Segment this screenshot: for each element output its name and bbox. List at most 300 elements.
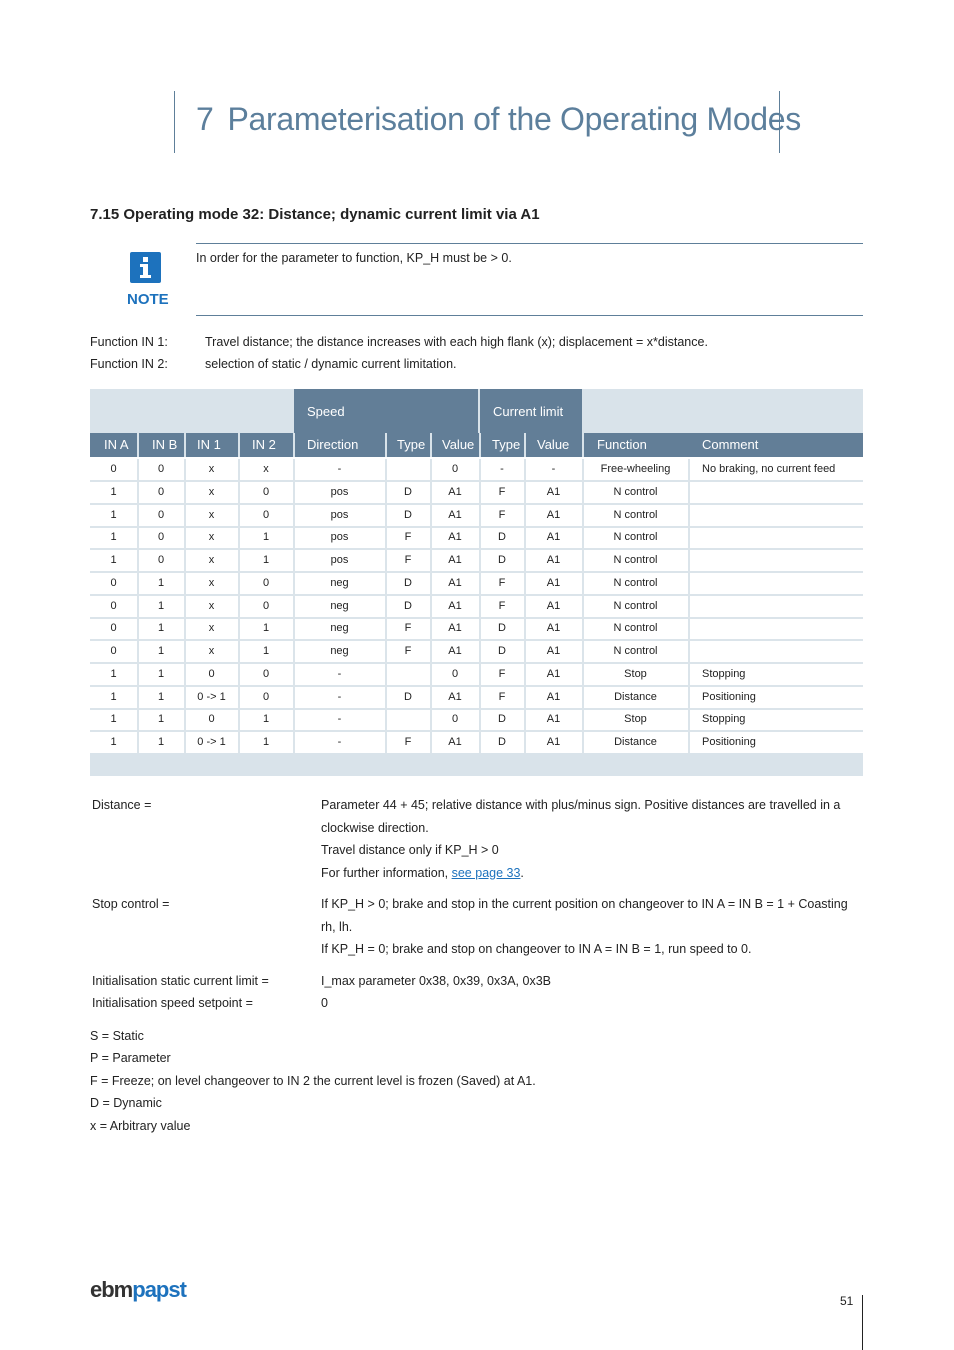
table-cell: A1 (448, 645, 462, 657)
table-row (90, 687, 863, 708)
table-cell: N control (613, 622, 658, 635)
table-cell: 1 (157, 736, 165, 748)
table-footer-bar (90, 753, 863, 776)
table-cell: 1 (157, 645, 165, 657)
cell-separator (524, 505, 526, 526)
header-separator (137, 433, 139, 457)
table-cell: 1 (110, 485, 117, 498)
table-cell: A1 (546, 508, 561, 521)
legend-item: D = Dynamic (90, 1096, 162, 1111)
note-divider-bottom (196, 315, 863, 316)
column-header: Function (597, 437, 647, 452)
table-cell: N control (613, 508, 658, 521)
cell-separator (385, 459, 387, 480)
definition-line: If KP_H = 0; brake and stop on changeover to IN A = IN B = 1, run speed to 0. (321, 942, 752, 956)
table-cell: 1 (262, 622, 270, 635)
table-cell: neg (330, 622, 349, 635)
table-cell: A1 (546, 554, 561, 566)
cell-separator (430, 687, 432, 708)
definition-label: Initialisation static current limit = (92, 974, 269, 988)
function-text: Travel distance; the distance increases with each high flank (x); displacement = x*distance. (205, 335, 708, 349)
init-current-value: I_max parameter 0x38, 0x39, 0x3A, 0x3B (321, 974, 551, 988)
table-cell: x (208, 554, 215, 566)
table-cell: Stop (624, 713, 647, 726)
cell-separator (430, 709, 432, 730)
definition-line (321, 862, 851, 885)
cell-separator (238, 527, 240, 548)
cell-separator (385, 505, 387, 526)
header-separator (582, 433, 584, 457)
cell-separator (137, 573, 139, 594)
table-cell: 0 (157, 554, 165, 566)
info-icon (130, 252, 161, 283)
cell-separator (479, 573, 481, 594)
definition-line: Parameter 44 + 45; relative distance with plus/minus sign. Positive distances are travelled in a clockwise direction. (321, 798, 841, 835)
cell-separator (137, 641, 139, 662)
cell-separator (238, 709, 240, 730)
cell-separator (184, 664, 186, 685)
table-cell: 0 (262, 690, 270, 703)
note-text: In order for the parameter to function, KP_H must be > 0. (196, 251, 512, 265)
cell-separator (524, 527, 526, 548)
legend-item: P = Parameter (90, 1051, 171, 1066)
table-cell: A1 (448, 599, 462, 612)
table-cell: A1 (546, 713, 561, 726)
cell-separator (430, 641, 432, 662)
function-label: Function IN 1: (90, 335, 168, 349)
cell-separator (238, 550, 240, 571)
cell-separator (582, 482, 584, 503)
cell-separator (430, 459, 432, 480)
cell-separator (479, 550, 481, 571)
cell-separator (137, 709, 139, 730)
table-cell: 0 (157, 463, 165, 475)
table-group-header-row (90, 389, 863, 433)
cell-separator (479, 641, 481, 662)
table-cell: 0 -> 1 (197, 736, 226, 748)
table-cell: D (404, 599, 412, 612)
legend-item: x = Arbitrary value (90, 1118, 191, 1133)
cell-separator (430, 618, 432, 639)
cell-separator (137, 482, 139, 503)
table-cell: 0 (208, 667, 215, 680)
table-cell: A1 (448, 485, 462, 498)
cell-separator (137, 505, 139, 526)
table-cell (689, 550, 863, 571)
cell-separator (137, 550, 139, 571)
table-row (90, 482, 863, 503)
cell-separator (293, 527, 295, 548)
cell-separator (238, 459, 240, 480)
table-cell: N control (613, 576, 658, 589)
cell-separator (184, 459, 186, 480)
table-cell: F (498, 485, 506, 498)
table-cell: F (404, 554, 412, 566)
table-cell: x (208, 463, 215, 475)
table-cell: Positioning (702, 736, 756, 748)
cell-separator (582, 459, 584, 480)
table-cell: A1 (546, 645, 561, 657)
definition-label: Initialisation speed setpoint = (92, 996, 253, 1010)
table-cell: 0 (262, 667, 270, 680)
cell-separator (137, 618, 139, 639)
table-cell (689, 641, 863, 662)
table-cell: A1 (546, 690, 561, 703)
table-cell: N control (613, 485, 658, 498)
cell-separator (582, 596, 584, 617)
table-cell: Free-wheeling (600, 463, 671, 475)
cell-separator (582, 641, 584, 662)
cell-separator (430, 505, 432, 526)
cell-separator (524, 641, 526, 662)
cell-separator (524, 687, 526, 708)
table-row (90, 641, 863, 662)
note-divider-top (196, 243, 863, 244)
table-cell: neg (330, 576, 349, 589)
cell-separator (688, 505, 690, 526)
table-cell: 0 (451, 463, 459, 475)
header-separator (430, 433, 432, 457)
table-cell: x (208, 531, 215, 544)
table-cell: No braking, no current feed (702, 463, 836, 475)
table-cell: A1 (448, 508, 462, 521)
cell-separator (238, 641, 240, 662)
cell-separator (385, 664, 387, 685)
column-header: Direction (307, 437, 359, 452)
definition-text: . (520, 865, 524, 880)
table-cell: Positioning (702, 690, 756, 703)
cell-separator (688, 709, 690, 730)
table-cell: D (404, 576, 412, 589)
cell-separator (688, 641, 690, 662)
table-cell: F (498, 508, 506, 521)
legend (90, 1025, 536, 1137)
cell-separator (582, 550, 584, 571)
table-cell: N control (613, 554, 658, 566)
table-cell (689, 573, 863, 594)
table-cell: 0 (262, 599, 270, 612)
table-cell: 0 (157, 531, 165, 544)
table-cell: 0 -> 1 (197, 690, 226, 703)
header-separator (238, 433, 240, 457)
cell-separator (238, 573, 240, 594)
table-cell (386, 459, 430, 480)
cell-separator (184, 573, 186, 594)
legend-item: F = Freeze; on level changeover to IN 2 the current level is frozen (Saved) at A1. (90, 1073, 536, 1088)
table-cell (386, 664, 430, 685)
chapter-bar-left (174, 91, 175, 153)
cell-separator (184, 482, 186, 503)
page-number: 51 (840, 1294, 854, 1308)
cell-separator (184, 641, 186, 662)
table-cell: A1 (546, 736, 561, 748)
distance-definition (321, 794, 851, 884)
column-header: IN B (152, 437, 178, 452)
cell-separator (385, 482, 387, 503)
definition-label: Stop control = (92, 897, 170, 911)
column-header: Comment (702, 437, 759, 452)
column-header: Type (492, 437, 521, 452)
table-cell: F (498, 690, 506, 703)
cell-separator (524, 573, 526, 594)
table-cell: Distance (614, 690, 657, 703)
table-cell (689, 527, 863, 548)
cell-separator (293, 573, 295, 594)
cell-separator (184, 596, 186, 617)
definition-label: Distance = (92, 798, 152, 812)
column-header: IN 1 (197, 437, 221, 452)
table-cell: - (500, 463, 504, 475)
table-cell: D (404, 485, 412, 498)
cell-separator (430, 482, 432, 503)
cell-separator (238, 732, 240, 753)
cell-separator (688, 618, 690, 639)
legend-item: S = Static (90, 1029, 144, 1043)
table-cell: N control (613, 531, 658, 544)
cell-separator (137, 687, 139, 708)
table-cell (689, 618, 863, 639)
table-cell: 1 (157, 622, 165, 635)
speed-group-label: Speed (307, 404, 345, 419)
cell-separator (582, 573, 584, 594)
cell-separator (293, 732, 295, 753)
cell-separator (524, 618, 526, 639)
table-cell: x (208, 485, 215, 498)
table-cell: 1 (157, 576, 165, 589)
cell-separator (479, 664, 481, 685)
see-page-link[interactable]: see page 33 (451, 865, 521, 880)
table-cell: 1 (110, 667, 117, 680)
chapter-number: 7 (196, 101, 214, 137)
table-cell: 1 (157, 713, 165, 726)
table-cell: - (337, 463, 342, 475)
table-cell: A1 (546, 622, 561, 635)
table-cell: 0 (110, 622, 117, 635)
definition-text: For further information, (321, 865, 452, 880)
cell-separator (688, 459, 690, 480)
cell-separator (688, 573, 690, 594)
table-cell: 0 (451, 713, 459, 726)
cell-separator (430, 664, 432, 685)
table-cell: 1 (262, 531, 270, 544)
table-cell: 0 (157, 485, 165, 498)
cell-separator (238, 664, 240, 685)
table-cell: 0 (208, 713, 215, 726)
column-header: Value (537, 437, 570, 452)
section-title: 7.15 Operating mode 32: Distance; dynamic current limit via A1 (90, 206, 540, 223)
table-cell: 0 (110, 576, 117, 589)
header-separator (524, 433, 526, 457)
cell-separator (688, 550, 690, 571)
table-cell: 0 (451, 667, 459, 680)
cell-separator (430, 527, 432, 548)
table-cell: - (337, 736, 342, 748)
table-row (90, 527, 863, 548)
cell-separator (137, 459, 139, 480)
table-row (90, 459, 863, 480)
cell-separator (184, 550, 186, 571)
cell-separator (688, 527, 690, 548)
cell-separator (293, 596, 295, 617)
cell-separator (524, 709, 526, 730)
table-cell: A1 (448, 690, 462, 703)
table-row (90, 709, 863, 730)
table-cell: N control (613, 645, 658, 657)
cell-separator (479, 596, 481, 617)
table-cell: N control (613, 599, 658, 612)
table-cell: A1 (448, 576, 462, 589)
current-limit-group-header (480, 389, 582, 433)
table-cell: Stop (624, 667, 647, 680)
table-cell: D (498, 554, 506, 566)
logo-part: papst (132, 1277, 186, 1302)
table-cell: 0 (110, 463, 117, 475)
stop-control-definition (321, 893, 851, 961)
table-cell: - (551, 463, 556, 475)
table-cell: 1 (110, 736, 117, 748)
column-header: Value (442, 437, 475, 452)
note-label: NOTE (127, 291, 169, 308)
cell-separator (479, 709, 481, 730)
cell-separator (524, 596, 526, 617)
cell-separator (293, 687, 295, 708)
cell-separator (385, 550, 387, 571)
cell-separator (524, 732, 526, 753)
table-cell: F (404, 531, 412, 544)
table-cell (386, 709, 430, 730)
table-cell: 1 (262, 645, 270, 657)
cell-separator (385, 618, 387, 639)
cell-separator (688, 732, 690, 753)
cell-separator (293, 618, 295, 639)
table-cell: F (404, 645, 412, 657)
cell-separator (479, 618, 481, 639)
table-cell (689, 505, 863, 526)
table-cell: A1 (448, 554, 462, 566)
table-cell: x (208, 622, 215, 635)
chapter-title (196, 101, 801, 138)
column-header: IN 2 (252, 437, 276, 452)
cell-separator (479, 505, 481, 526)
table-cell: 0 (262, 508, 270, 521)
cell-separator (688, 482, 690, 503)
table-cell: 1 (110, 508, 117, 521)
column-header: IN A (104, 437, 129, 452)
cell-separator (688, 596, 690, 617)
table-cell: - (337, 667, 342, 680)
table-cell: 0 (157, 508, 165, 521)
table-cell: - (337, 713, 342, 726)
header-separator (479, 433, 481, 457)
table-cell: 1 (157, 667, 165, 680)
cell-separator (430, 596, 432, 617)
chapter-title-text: Parameterisation of the Operating Modes (227, 101, 802, 137)
table-cell: D (498, 531, 506, 544)
cell-separator (137, 664, 139, 685)
table-cell: neg (330, 645, 349, 657)
table-cell: F (498, 667, 506, 680)
table-row (90, 596, 863, 617)
current-limit-group-label: Current limit (493, 404, 564, 419)
company-logo (90, 1277, 186, 1303)
cell-separator (524, 664, 526, 685)
cell-separator (137, 732, 139, 753)
cell-separator (688, 664, 690, 685)
table-cell: A1 (448, 531, 462, 544)
table-cell: 1 (157, 599, 165, 612)
table-cell (689, 596, 863, 617)
table-column-header-row (90, 433, 863, 457)
table-cell: x (208, 645, 215, 657)
cell-separator (582, 505, 584, 526)
table-cell: A1 (546, 576, 561, 589)
table-cell (689, 482, 863, 503)
cell-separator (688, 687, 690, 708)
cell-separator (293, 505, 295, 526)
table-cell: D (404, 508, 412, 521)
table-cell: x (208, 576, 215, 589)
table-cell: D (498, 645, 506, 657)
cell-separator (582, 527, 584, 548)
table-cell: x (263, 463, 269, 475)
table-cell: 0 (262, 485, 270, 498)
table-cell: 0 (110, 645, 117, 657)
table-cell: A1 (546, 531, 561, 544)
cell-separator (582, 732, 584, 753)
cell-separator (385, 527, 387, 548)
table-cell: F (498, 576, 506, 589)
table-cell: D (404, 690, 412, 703)
cell-separator (479, 527, 481, 548)
logo-part: ebm (90, 1277, 133, 1302)
table-cell: 1 (262, 554, 270, 566)
table-cell: A1 (546, 599, 561, 612)
cell-separator (479, 732, 481, 753)
table-cell: pos (330, 485, 349, 498)
table-row (90, 664, 863, 685)
cell-separator (293, 550, 295, 571)
cell-separator (184, 709, 186, 730)
table-cell: x (208, 508, 215, 521)
page-number-bar (862, 1295, 863, 1350)
cell-separator (582, 687, 584, 708)
table-cell: 0 (110, 599, 117, 612)
cell-separator (184, 527, 186, 548)
cell-separator (293, 664, 295, 685)
cell-separator (238, 505, 240, 526)
cell-separator (430, 550, 432, 571)
cell-separator (385, 573, 387, 594)
cell-separator (238, 687, 240, 708)
table-cell: 1 (110, 690, 117, 703)
table-cell: A1 (546, 667, 561, 680)
table-cell: A1 (448, 736, 462, 748)
cell-separator (293, 482, 295, 503)
table-cell: F (498, 599, 506, 612)
definition-line: Travel distance only if KP_H > 0 (321, 843, 499, 857)
cell-separator (293, 709, 295, 730)
table-cell: Stopping (702, 667, 746, 680)
cell-separator (293, 459, 295, 480)
table-cell: 1 (262, 736, 270, 748)
header-separator (293, 433, 295, 457)
column-header: Type (397, 437, 426, 452)
function-label: Function IN 2: (90, 357, 168, 371)
cell-separator (479, 482, 481, 503)
cell-separator (137, 527, 139, 548)
table-cell: pos (330, 531, 349, 544)
header-separator (184, 433, 186, 457)
